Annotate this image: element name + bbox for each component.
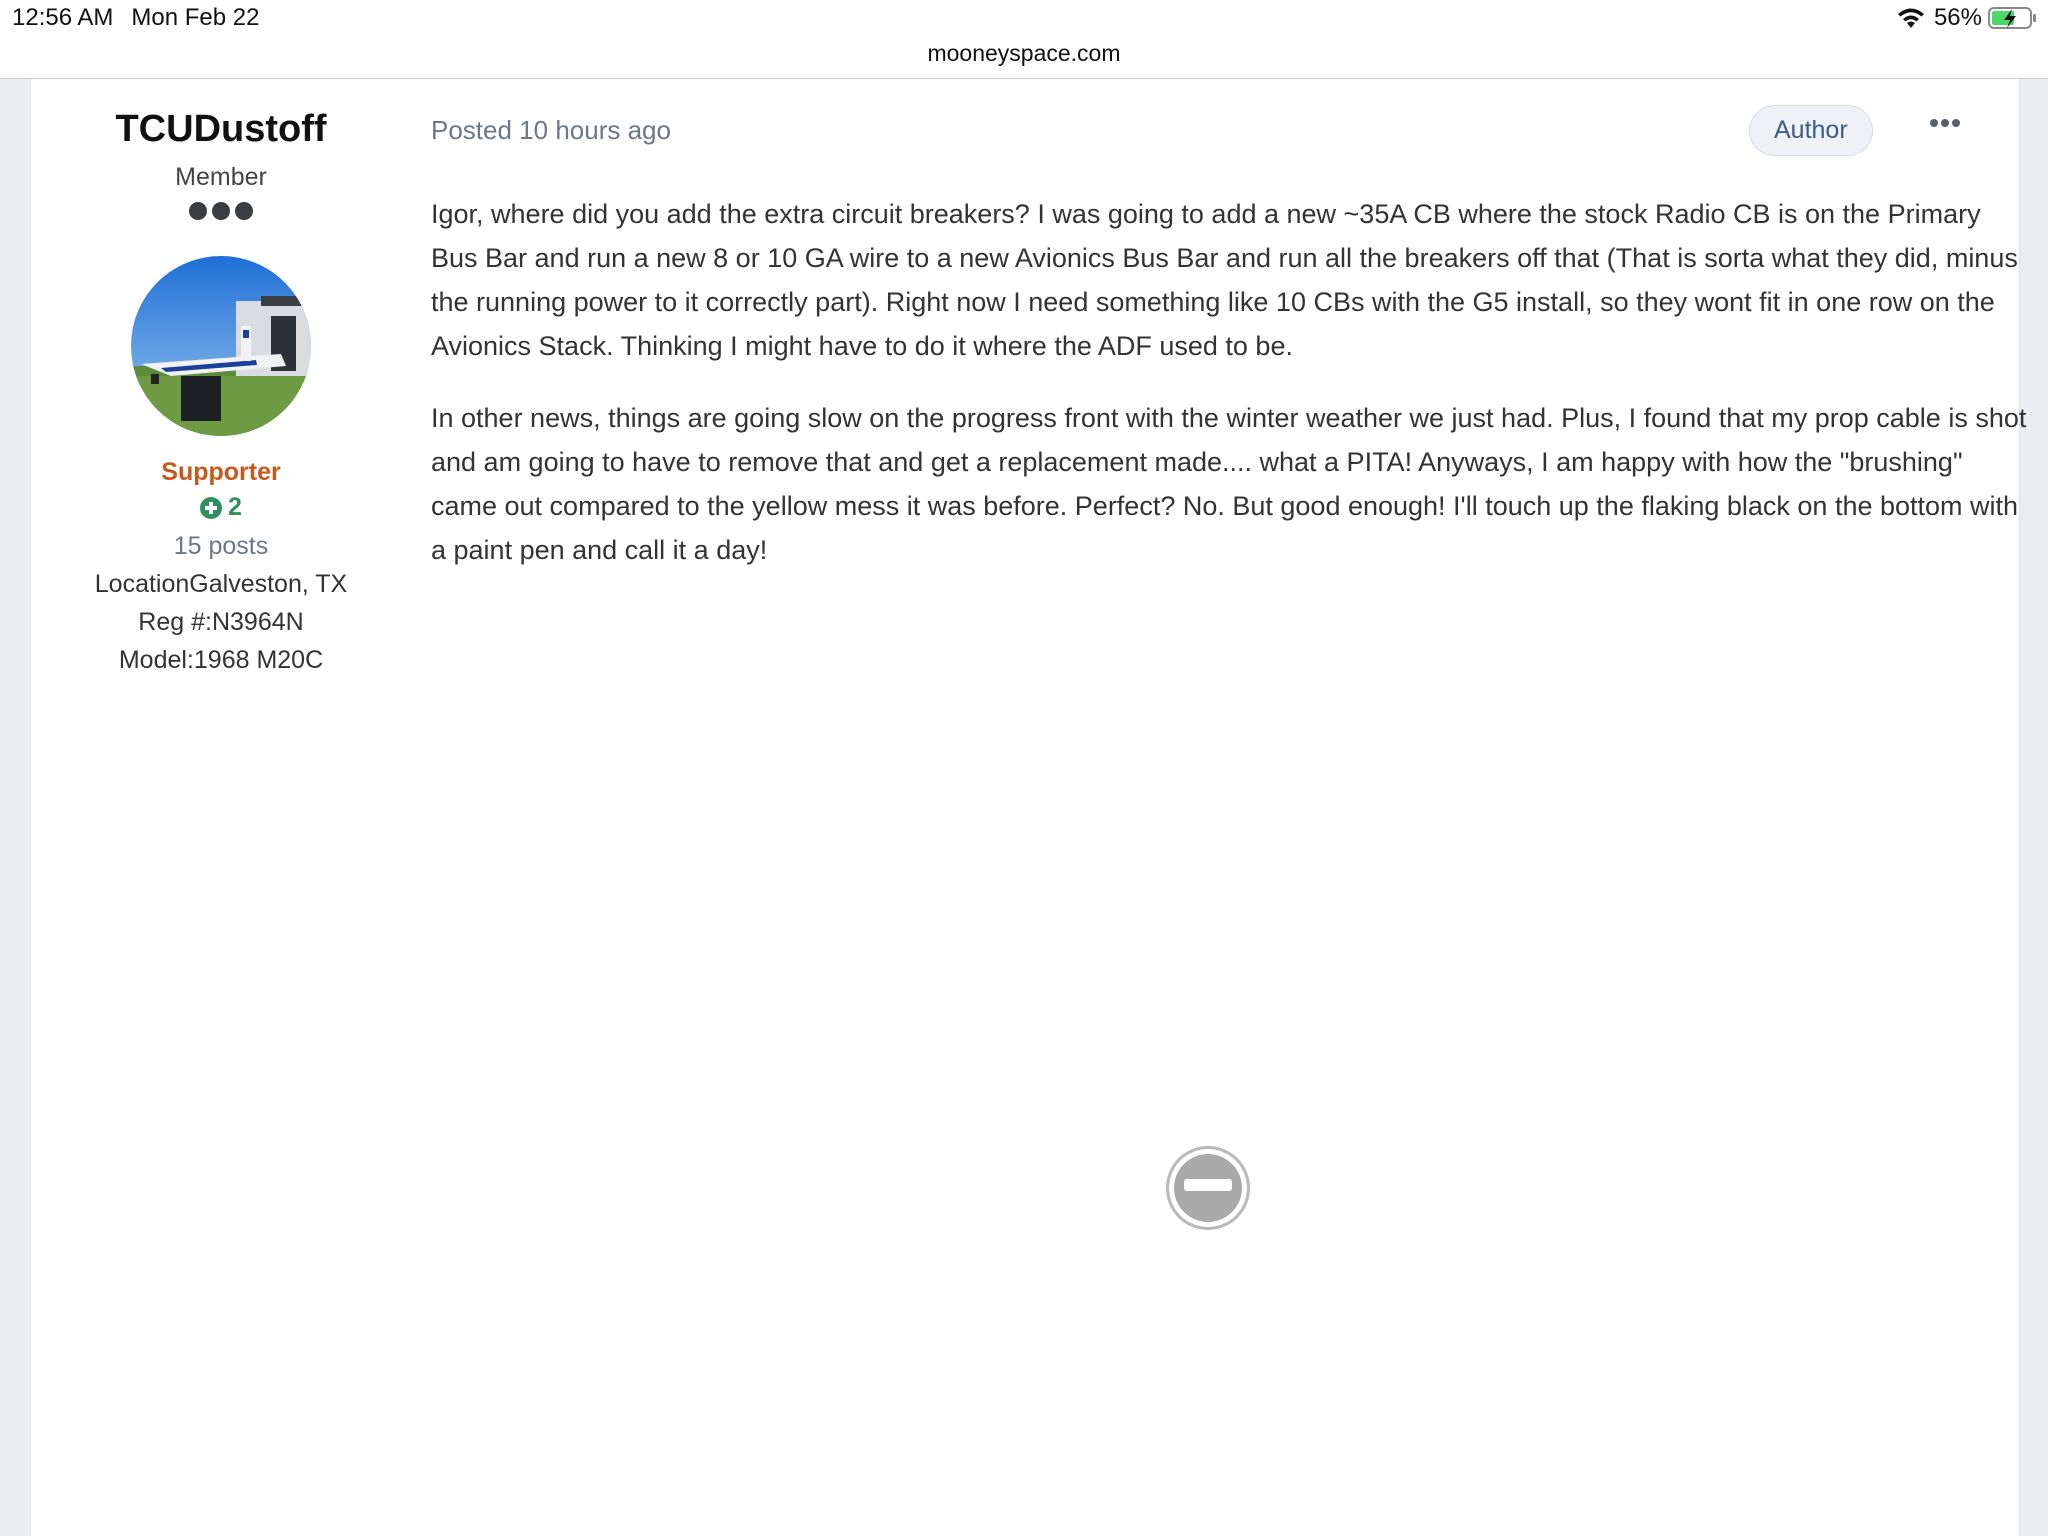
rank-pip xyxy=(189,202,207,220)
avatar-photo xyxy=(131,256,311,436)
ellipsis-icon xyxy=(1941,119,1949,127)
wifi-icon xyxy=(1896,6,1926,30)
post-body xyxy=(431,192,2031,600)
author-badge: Author xyxy=(1749,105,1873,156)
post-date[interactable]: Posted 10 hours ago xyxy=(431,115,671,145)
plus-circle-icon xyxy=(200,497,222,519)
profile-model: Model:1968 M20C xyxy=(118,646,324,674)
rank-pip xyxy=(235,202,253,220)
blocked-image-icon[interactable] xyxy=(1166,1146,1250,1230)
battery-percent: 56% xyxy=(1933,4,1982,31)
post-header xyxy=(431,115,1991,165)
rank-pips xyxy=(71,202,371,220)
status-indicators xyxy=(1896,4,2038,32)
blocked-image-icon-bar xyxy=(1184,1179,1232,1191)
status-time xyxy=(12,4,277,32)
rank-pip xyxy=(212,202,230,220)
author-name[interactable]: TCUDustoff xyxy=(115,108,327,150)
more-options-button[interactable] xyxy=(1926,115,1964,131)
ellipsis-icon xyxy=(1930,119,1938,127)
avatar[interactable] xyxy=(131,256,311,436)
group-badge: Supporter xyxy=(161,458,281,486)
status-bar xyxy=(0,0,2048,79)
author-panel xyxy=(71,107,371,675)
ellipsis-icon xyxy=(1952,119,1960,127)
post-paragraph: Igor, where did you add the extra circuit breakers? I was going to add a new ~35A CB where the stock Radio CB is on the Primary Bus Bar and run a new 8 or 10 GA wire to a new Avionics Bus Bar and run all the breakers off that (That is sorta what they did, minus the running power to it correctly part). Right now I need something like 10 CBs with the G5 install, so they wont fit in one row on the Avionics Stack. Thinking I might have to do it where the ADF used to be. xyxy=(431,199,2018,361)
address-bar[interactable]: mooneyspace.com xyxy=(927,40,1121,66)
author-rank: Member xyxy=(175,163,267,191)
forum-post xyxy=(30,79,2027,1536)
post-count: 15 posts xyxy=(173,532,269,560)
status-clock: 12:56 AM xyxy=(12,4,114,31)
status-date: Mon Feb 22 xyxy=(131,4,260,31)
reputation-count: 2 xyxy=(228,493,242,521)
post-paragraph: In other news, things are going slow on the progress front with the winter weather we just had. Plus, I found that my prop cable is shot and am going to have to remove that and get a replacement made.... what a PITA! Anyways, I am happy with how the "brushing" came out compared to the yellow mess it was before. Perfect? No. But good enough! I'll touch up the flaking black on the bottom with a paint pen and call it a day! xyxy=(431,403,2027,565)
profile-reg: Reg #:N3964N xyxy=(138,608,304,636)
battery-charging-icon xyxy=(1988,6,2038,30)
profile-location: LocationGalveston, TX xyxy=(94,570,348,598)
reputation[interactable] xyxy=(71,493,371,522)
